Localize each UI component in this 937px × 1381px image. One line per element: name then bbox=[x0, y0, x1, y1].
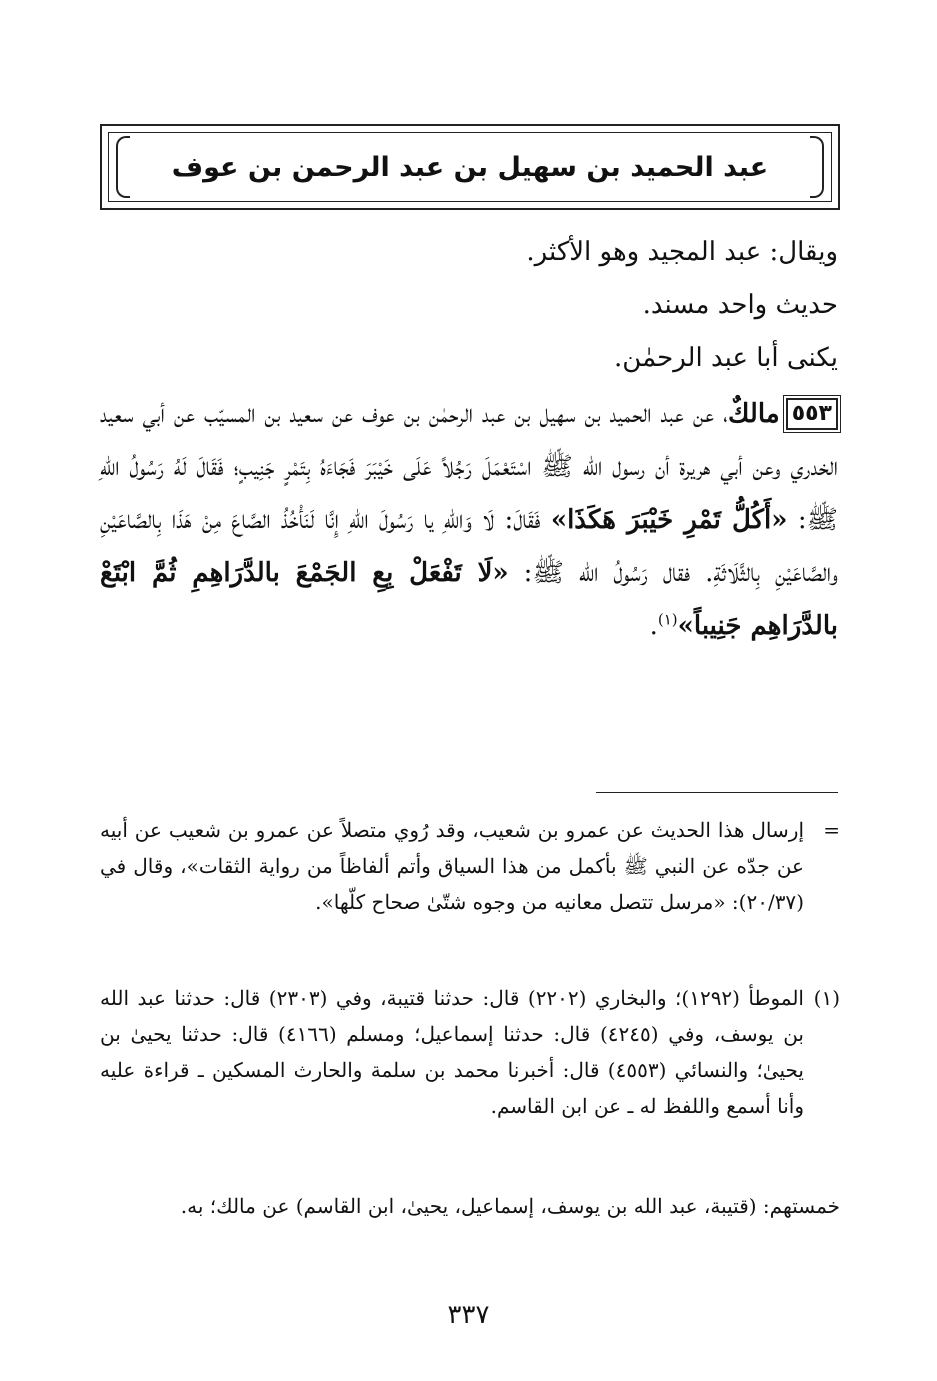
continuation-mark: = bbox=[823, 818, 840, 842]
hadith-paragraph bbox=[100, 388, 838, 653]
hadith-quote: «أَكُلُّ تَمْرِ خَيْبَرَ هَكَذَا» bbox=[550, 505, 788, 535]
footnote-number: (١) bbox=[813, 986, 840, 1010]
footnote-text: إرسال هذا الحديث عن عمرو بن شعيب، وقد رُوي متصلاً عن عمرو بن شعيب عن أبيه عن جدّه عن النبي ﷺ بأكمل من هذا السياق وأتم ألفاظاً من رواية الثقات»، وقال في (٢٠/٣٧): «مرسل تتصل معانيه من وجوه شتّىٰ صحاح كلّها». bbox=[100, 818, 804, 914]
hadith-quote: «لَا تَفْعَلْ بِعِ الجَمْعَ بالدَّرَاهِمِ ثُمَّ ابْتَعْ بالدَّرَاهِم جَنِيباً» bbox=[100, 558, 838, 641]
page-number: ٣٣٧ bbox=[447, 1300, 490, 1330]
footnote-1 bbox=[100, 980, 840, 1124]
hadith-section bbox=[100, 388, 838, 653]
intro-line: ويقال: عبد المجيد وهو الأكثر. bbox=[526, 237, 838, 267]
footnote-text: خمستهم: (قتيبة، عبد الله بن يوسف، إسماعيل، يحيىٰ، ابن القاسم) عن مالك؛ به. bbox=[180, 1194, 840, 1218]
hadith-narrator: مالكٌ bbox=[728, 399, 780, 429]
intro-line: حديث واحد مسند. bbox=[642, 290, 838, 320]
title-inner-frame bbox=[108, 132, 832, 202]
hadith-end-mark: . bbox=[649, 611, 658, 641]
chapter-title: عبد الحميد بن سهيل بن عبد الرحمن بن عوف bbox=[171, 151, 769, 183]
hadith-text-part: فَقَالَ: لَا وَاللهِ يا رَسُولَ اللهِ إِنَّا لَنَأْخُذُ الصَّاعَ مِنْ هَذَا بِالصَّاعَيْنِ والصَّاعَيْنِ بِالثَّلَاثَةِ. فقال رَسُولُ الله ﷺ: bbox=[100, 505, 839, 588]
intro-section bbox=[100, 226, 838, 385]
footnote-text: الموطأ (١٢٩٢)؛ والبخاري (٢٢٠٢) قال: حدثنا قتيبة، وفي (٢٣٠٣) قال: حدثنا عبد الله بن يوسف، وفي (٤٢٤٥) قال: حدثنا إسماعيل؛ ومسلم (٤١٦٦) قال: حدثنا يحيىٰ بن يحيىٰ؛ والنسائي (٤٥٥٣) قال: أخبرنا محمد بن سلمة والحارث المسكين ـ قراءة عليه وأنا أسمع واللفظ له ـ عن ابن القاسم. bbox=[100, 986, 805, 1118]
footnote-1-summary bbox=[100, 1188, 840, 1224]
chapter-title-frame bbox=[100, 124, 840, 210]
footnote-separator bbox=[596, 792, 838, 793]
footnote-reference[interactable]: (١) bbox=[657, 610, 678, 629]
footnote-continued bbox=[100, 812, 840, 920]
intro-line: يكنى أبا عبد الرحمٰن. bbox=[614, 343, 838, 373]
hadith-text-part: ، عن عبد الحميد بن سهيل بن عبد الرحمٰن بن عوف عن سعيد بن المسيّب عن أبي سعيد الخدري وعن أبي هريرة أن رسول الله ﷺ اسْتَعْمَلَ رَجُلاً عَلَى خَيْبَرَ فَجَاءَهُ بِتَمْرٍ جَنِيبٍ؛ فَقَالَ لَهُ رَسُولُ اللهِ ﷺ: bbox=[100, 399, 838, 535]
hadith-number-box: ٥٥٣ bbox=[786, 398, 838, 430]
